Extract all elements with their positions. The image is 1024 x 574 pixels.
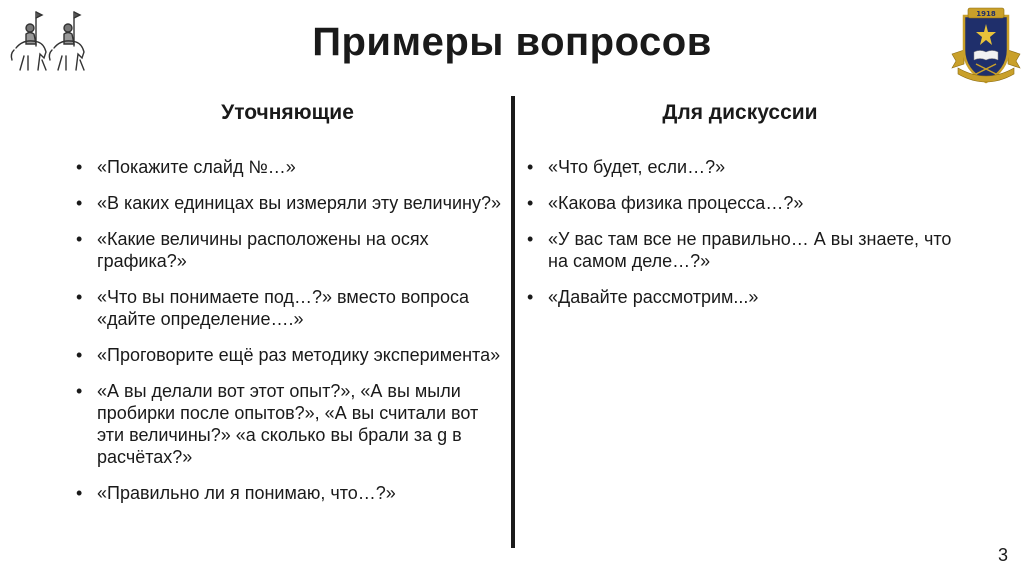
list-item-text: «У вас там все не правильно… А вы знаете, что на самом деле…?» <box>548 229 952 271</box>
list-item <box>76 380 506 468</box>
crest-icon <box>950 2 1022 86</box>
bullet: • <box>527 229 534 249</box>
list-item-text: «В каких единицах вы измеряли эту величину?» <box>97 193 501 213</box>
bullet: • <box>76 345 83 365</box>
bullet: • <box>527 287 534 307</box>
list-item <box>527 156 957 178</box>
bullet: • <box>76 229 83 249</box>
list-item-text: «Давайте рассмотрим...» <box>548 287 759 307</box>
list-item <box>527 228 957 272</box>
slide-title: Примеры вопросов <box>312 20 712 64</box>
right-question-list <box>527 156 957 322</box>
list-item-text: «Какие величины расположены на осях графика?» <box>97 229 429 271</box>
list-item <box>76 482 506 504</box>
list-item <box>76 192 506 214</box>
list-item <box>527 192 957 214</box>
list-item <box>76 228 506 272</box>
list-item-text: «А вы делали вот этот опыт?», «А вы мыли пробирки после опытов?», «А вы считали вот эти величины?» «а сколько вы брали за g в расчётах?» <box>97 381 479 467</box>
bullet: • <box>76 483 83 503</box>
bullet: • <box>527 157 534 177</box>
list-item-text: «Покажите слайд №…» <box>97 157 296 177</box>
bullet: • <box>76 157 83 177</box>
bullet: • <box>76 193 83 213</box>
page-number: 3 <box>997 545 1008 565</box>
bullet: • <box>527 193 534 213</box>
school-crest-logo <box>950 2 1022 86</box>
list-item <box>527 286 957 308</box>
bullet: • <box>76 287 83 307</box>
list-item-text: «Что будет, если…?» <box>548 157 726 177</box>
list-item <box>76 156 506 178</box>
list-item <box>76 344 506 366</box>
crest-year: 1918 <box>976 10 996 18</box>
right-column-heading: Для дискуссии <box>662 101 818 124</box>
list-item <box>76 286 506 330</box>
column-divider <box>511 96 515 548</box>
list-item-text: «Какова физика процесса…?» <box>548 193 804 213</box>
bullet: • <box>76 381 83 401</box>
left-question-list <box>76 156 506 518</box>
list-item-text: «Что вы понимаете под…?» вместо вопроса «дайте определение….» <box>97 287 470 329</box>
list-item-text: «Проговорите ещё раз методику эксперимента» <box>97 345 501 365</box>
left-column-heading: Уточняющие <box>221 101 354 124</box>
list-item-text: «Правильно ли я понимаю, что…?» <box>97 483 396 503</box>
